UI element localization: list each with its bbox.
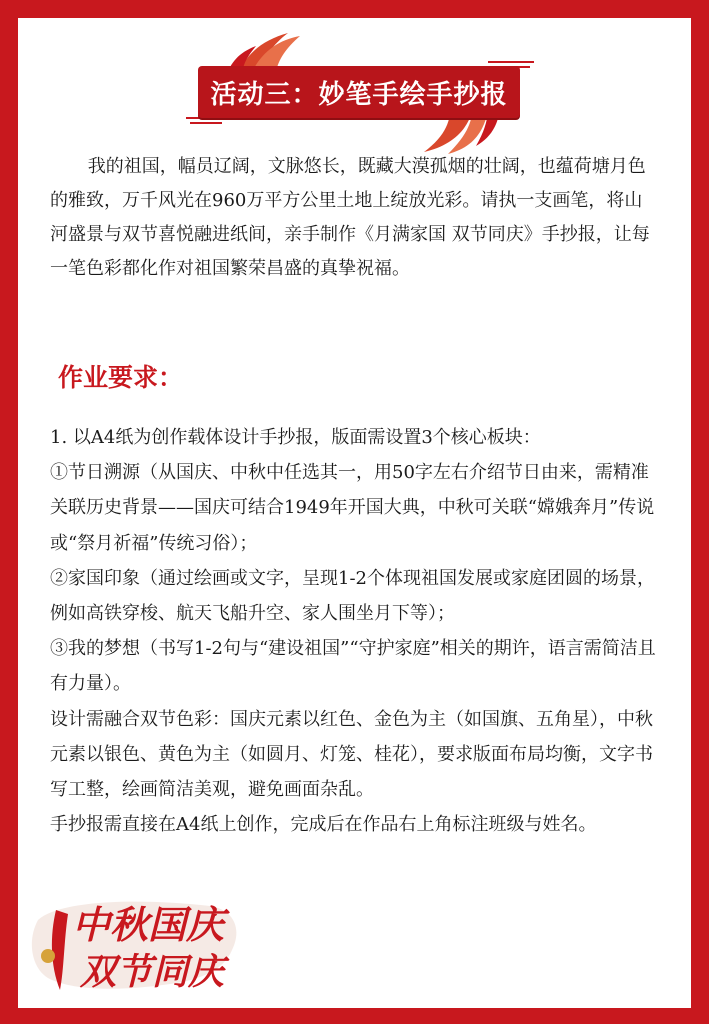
title-banner <box>198 66 520 118</box>
svg-text:双节同庆: 双节同庆 <box>80 951 225 993</box>
page-title: 活动三：妙笔手绘手抄报 <box>210 79 508 110</box>
requirement-line: 1. 以A4纸为创作载体设计手抄报，版面需设置3个核心板块： <box>50 427 541 448</box>
svg-text:中秋国庆: 中秋国庆 <box>72 902 225 947</box>
requirements-list <box>50 420 660 842</box>
festival-logo <box>20 880 250 1005</box>
requirement-line: ③我的梦想（书写1-2句与“建设祖国”“守护家庭”相关的期许，语言需简洁且有力量）。 <box>50 638 656 695</box>
requirements-heading: 作业要求： <box>58 363 184 392</box>
requirement-line: 设计需融合双节色彩：国庆元素以红色、金色为主（如国旗、五角星），中秋元素以银色、黄色为主（如圆月、灯笼、桂花），要求版面布局均衡，文字书写工整，绘画简洁美观，避免画面杂乱。 <box>50 708 653 801</box>
requirement-line: ①节日溯源（从国庆、中秋中任选其一，用50字左右介绍节日由来，需精准关联历史背景——国庆可结合1949年开国大典，中秋可关联“嫦娥奔月”传说或“祭月祈福”传统习俗）； <box>50 462 655 554</box>
requirement-line: 手抄报需直接在A4纸上创作，完成后在作品右上角标注班级与姓名。 <box>50 814 597 836</box>
intro-paragraph: 我的祖国，幅员辽阔，文脉悠长，既藏大漠孤烟的壮阔，也蕴荷塘月色的雅致，万千风光在960万平方公里土地上绽放光彩。请执一支画笔，将山河盛景与双节喜悦融进纸间，亲手制作《月满家国 双节同庆》手抄报，让每一笔色彩都化作对祖国繁荣昌盛的真挚祝福。 <box>50 156 650 279</box>
requirement-line: ②家国印象（通过绘画或文字，呈现1-2个体现祖国发展或家庭团圆的场景，例如高铁穿梭、航天飞船升空、家人围坐月下等）； <box>50 567 655 625</box>
